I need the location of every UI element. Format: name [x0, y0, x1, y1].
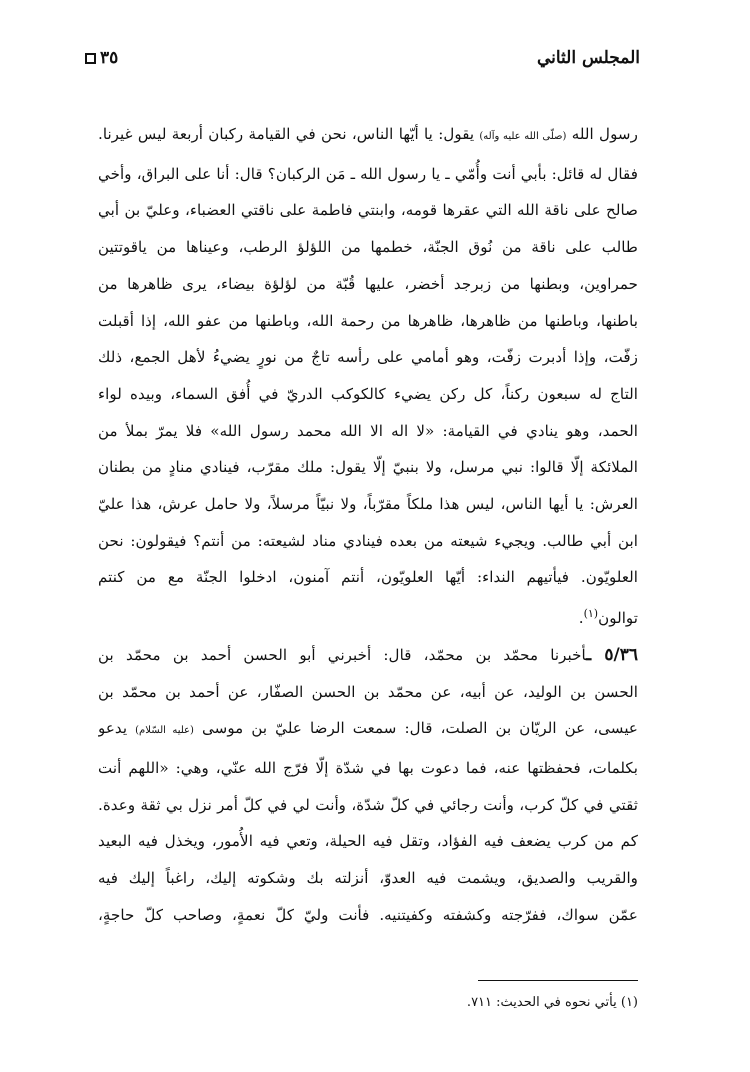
text-line: رسول الله (صلّى الله عليه وآله) يقول: يا أيّها الناس، نحن في القيامة ركبان أربعة ليس غيرنا. — [98, 125, 638, 143]
running-title: المجلس الثاني — [536, 48, 640, 68]
text-line: الحمد، وهو ينادي في القيامة: «لا اله الا الله محمد رسول الله» فلا يمرّ بملأ من — [98, 421, 638, 440]
page-number: ٣٥ — [100, 48, 119, 68]
footnote-text: يأتي نحوه في الحديث: ٧١١. — [466, 995, 621, 1010]
text-line: زفّت، وإذا أدبرت زفّت، وهو أمامي على رأسه تاجٌ من نورٍ يضيءُ لأهل الجمع، ذلك — [98, 348, 638, 367]
text-line: عمّن سواك، ففرّجته وكشفته وكفيتنيه. فأنت وليّ كلّ نعمةٍ، وصاحب كلّ حاجةٍ، — [98, 905, 638, 924]
text-line: الحسن بن الوليد، عن أبيه، عن محمّد بن الحسن الصفّار، عن أحمد بن محمّد بن — [98, 682, 638, 701]
footnote-divider — [478, 980, 638, 981]
text-line: ثقتي في كلّ كرب، وأنت رجائي في كلّ شدّة، وأنت لي في كلّ أمر نزل بي ثقة وعدة. — [98, 795, 638, 814]
text-line: حمراوين، وبطنها من زبرجد أخضر، عليها قُبّة من لؤلؤة بيضاء، يرى ظاهرها من — [98, 274, 638, 293]
text-line: كم من كرب يضعف فيه الفؤاد، وتقل فيه الحيلة، وتعي فيه الأُمور، ويخذل فيه البعيد — [98, 832, 638, 851]
honorific: (صلّى الله عليه وآله) — [479, 131, 567, 142]
honorific: (عليه السّلام) — [135, 725, 194, 737]
square-ornament-icon — [85, 53, 96, 64]
text-line: طالب على ناقة من نُوق الجنّة، خطمها من اللؤلؤ الرطب، وعيناها من ياقوتتين — [98, 238, 638, 257]
text-line: صالح على ناقة الله التي عقرها قومه، وابنتي فاطمة على ناقتي العضباء، وعليّ بن أبي — [98, 201, 638, 220]
main-text — [98, 116, 638, 934]
text-line: توالون$^{(١)}$. — [578, 607, 638, 628]
page-header — [85, 44, 640, 72]
page-number-group — [85, 48, 118, 68]
footnote — [98, 993, 638, 1013]
text-line: التاج له سبعون ركناً، كل ركن يضيء كالكوكب الدريّ في أُفق السماء، وبيده لواء — [98, 384, 638, 403]
text-line: ٥/٣٦ ـأخبرنا محمّد بن محمّد، قال: أخبرني أبو الحسن أحمد بن محمّد بن — [98, 644, 638, 665]
text-line: بكلمات، فحفظتها عنه، فما دعوت بها في شدّة إلّا فرّج الله عنّي، وهي: «اللهم أنت — [98, 759, 638, 778]
text-line: والقريب والصديق، ويشمت فيه العدوّ، أنزلته بك وشكوته إليك، راغباً إليك فيه — [98, 869, 638, 888]
text-line: العلويّون. فيأتيهم النداء: أيّها العلويّون، أنتم آمنون، ادخلوا الجنّة مع من كنتم — [98, 568, 638, 587]
hadith-number: ٥/٣٦ ـ — [586, 644, 638, 665]
text-line: الملائكة إلّا قالوا: نبي مرسل، ولا بنبيّ إلّا يقول: ملك مقرّب، فينادي منادٍ من بطنان — [98, 458, 638, 477]
footnote-marker: (١) — [620, 995, 638, 1010]
text-line: ابن أبي طالب. ويجيء شيعته من بعده فينادي مناد لشيعته: من أنتم؟ فيقولون: نحن — [98, 531, 638, 550]
footnote-reference[interactable]: (١) — [583, 607, 599, 621]
text-line: عيسى، عن الريّان بن الصلت، قال: سمعت الرضا عليّ بن موسى (عليه السّلام) يدعو — [98, 719, 638, 738]
text-line: باطنها، وباطنها من ظاهرها، ظاهرها من رحمة الله، وباطنها من عفو الله، إذا أقبلت — [98, 311, 638, 330]
text-line: العرش: يا أيها الناس، ليس هذا ملكاً مقرّباً، ولا نبيّاً مرسلاً، ولا حامل عرش، هذا عليّ — [98, 495, 638, 514]
text-line: فقال له قائل: بأبي أنت وأُمّي ـ يا رسول الله ـ مَن الركبان؟ قال: أنا على البراق، وأخي — [98, 164, 638, 183]
